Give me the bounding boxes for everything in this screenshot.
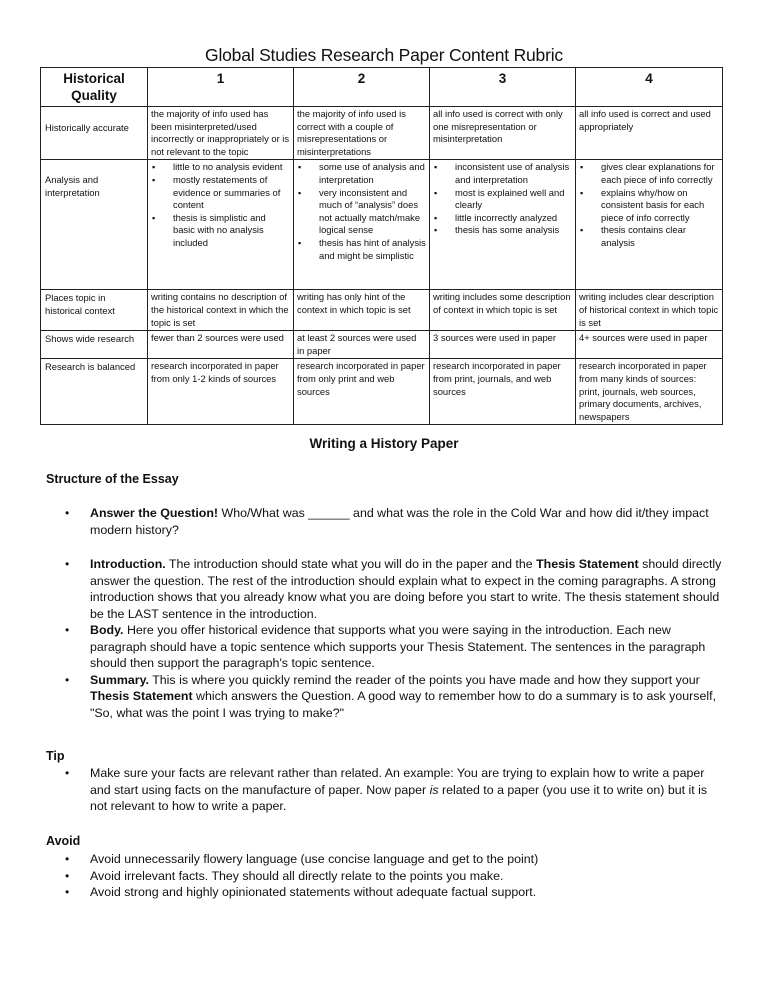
list-item-tip: • Make sure your facts are relevant rather than related. An example: You are trying to explain how to write a paper and start using facts on the manufacture of paper. Now paper is related to a paper (you use it to write on) but it is not relevant to how to write a paper.: [46, 765, 726, 815]
list-item: ▪ some use of analysis and interpretation: [297, 161, 426, 186]
row-label: Shows wide research: [41, 331, 148, 359]
rubric-row-analysis: [41, 160, 723, 290]
list-item-avoid: • Avoid irrelevant facts. They should all directly relate to the points you make.: [46, 868, 726, 885]
rubric-header-row: [41, 68, 723, 107]
list-item: ▪ mostly restatements of evidence or summaries of content: [151, 174, 290, 212]
list-item-avoid: • Avoid unnecessarily flowery language (use concise language and get to the point): [46, 851, 726, 868]
rubric-cell: [148, 160, 294, 290]
criteria-list: [151, 161, 290, 249]
section-title-writing: Writing a History Paper: [309, 436, 459, 451]
list-item: ▪ explains why/how on consistent basis for each piece of info correctly: [579, 187, 719, 225]
rubric-cell: [294, 160, 430, 290]
header-score-2: 2: [294, 68, 430, 107]
rubric-cell: the majority of info used has been misinterpreted/used incorrectly or inappropriately or is not relevant to the topic: [148, 107, 294, 160]
list-item: ▪ thesis contains clear analysis: [579, 224, 719, 249]
rubric-table: [40, 67, 723, 425]
rubric-cell: [576, 160, 723, 290]
list-item: ▪ gives clear explanations for each piece of info correctly: [579, 161, 719, 186]
rubric-cell: research incorporated in paper from only print and web sources: [294, 359, 430, 425]
rubric-row-context: [41, 290, 723, 331]
rubric-row-research: [41, 331, 723, 359]
rubric-row-balance: [41, 359, 723, 425]
list-item: ▪ most is explained well and clearly: [433, 187, 572, 212]
rubric-cell: at least 2 sources were used in paper: [294, 331, 430, 359]
row-label: Analysis and interpretation: [41, 160, 148, 290]
row-label: Research is balanced: [41, 359, 148, 425]
list-item: ▪ thesis is simplistic and basic with no analysis included: [151, 212, 290, 250]
list-item-body: • Body. Here you offer historical evidence that supports what you were saying in the introduction. Each new paragraph should have a topic sentence which supports your Thesis Statement. The sentences in the paragraph should then support the paragraph's topic sentence.: [46, 622, 726, 672]
structure-list: [46, 505, 726, 538]
rubric-cell: all info used is correct and used appropriately: [576, 107, 723, 160]
list-item-introduction: • Introduction. The introduction should state what you will do in the paper and the Thesis Statement should directly answer the question. The rest of the introduction should explain what to expect in the coming paragraphs. A strong introduction shows that you already know what you are doing before you start to write. The thesis statement should be the LAST sentence in the introduction.: [46, 556, 726, 622]
list-item: ▪ thesis has some analysis: [433, 224, 572, 237]
structure-list-continued: [46, 556, 726, 721]
tip-heading: Tip: [46, 749, 65, 763]
rubric-cell: writing has only hint of the context in which topic is set: [294, 290, 430, 331]
row-label: Historically accurate: [41, 107, 148, 160]
avoid-heading: Avoid: [46, 834, 81, 848]
list-item: ▪ little incorrectly analyzed: [433, 212, 572, 225]
list-item: ▪ very inconsistent and much of “analysis” does not actually match/make logical sense: [297, 187, 426, 237]
list-item: ▪ little to no analysis evident: [151, 161, 290, 174]
header-score-1: 1: [148, 68, 294, 107]
criteria-list: [297, 161, 426, 262]
row-label: Places topic in historical context: [41, 290, 148, 331]
rubric-cell: 4+ sources were used in paper: [576, 331, 723, 359]
rubric-cell: writing includes clear description of historical context in which topic is set: [576, 290, 723, 331]
list-item: ▪ thesis has hint of analysis and might be simplistic: [297, 237, 426, 262]
rubric-cell: research incorporated in paper from many kinds of sources: print, journals, web sources, primary documents, archives, newspapers: [576, 359, 723, 425]
tip-list: [46, 765, 726, 815]
header-score-3: 3: [430, 68, 576, 107]
rubric-cell: 3 sources were used in paper: [430, 331, 576, 359]
list-item-summary: • Summary. This is where you quickly remind the reader of the points you have made and how they support your Thesis Statement which answers the Question. A good way to remember how to do a summary is to ask yourself, "So, what was the point I was trying to make?": [46, 672, 726, 722]
rubric-cell: writing includes some description of context in which topic is set: [430, 290, 576, 331]
rubric-cell: research incorporated in paper from only 1-2 kinds of sources: [148, 359, 294, 425]
structure-heading: Structure of the Essay: [46, 472, 179, 486]
rubric-cell: fewer than 2 sources were used: [148, 331, 294, 359]
rubric-row-accuracy: [41, 107, 723, 160]
page-title: Global Studies Research Paper Content Rubric: [205, 45, 563, 65]
rubric-cell: research incorporated in paper from print, journals, and web sources: [430, 359, 576, 425]
rubric-cell: [430, 160, 576, 290]
rubric-cell: all info used is correct with only one misrepresentation or misinterpretation: [430, 107, 576, 160]
rubric-cell: the majority of info used is correct with a couple of misrepresentations or misinterpretations: [294, 107, 430, 160]
header-historical-quality: Historical Quality: [41, 68, 148, 107]
header-score-4: 4: [576, 68, 723, 107]
list-item-avoid: • Avoid strong and highly opinionated statements without adequate factual support.: [46, 884, 726, 901]
criteria-list: [579, 161, 719, 249]
list-item: ▪ inconsistent use of analysis and interpretation: [433, 161, 572, 186]
avoid-list: [46, 851, 726, 901]
rubric-cell: writing contains no description of the historical context in which the topic is set: [148, 290, 294, 331]
list-item-answer: • Answer the Question! Who/What was ______ and what was the role in the Cold War and how did it/they impact modern history?: [46, 505, 726, 538]
criteria-list: [433, 161, 572, 237]
